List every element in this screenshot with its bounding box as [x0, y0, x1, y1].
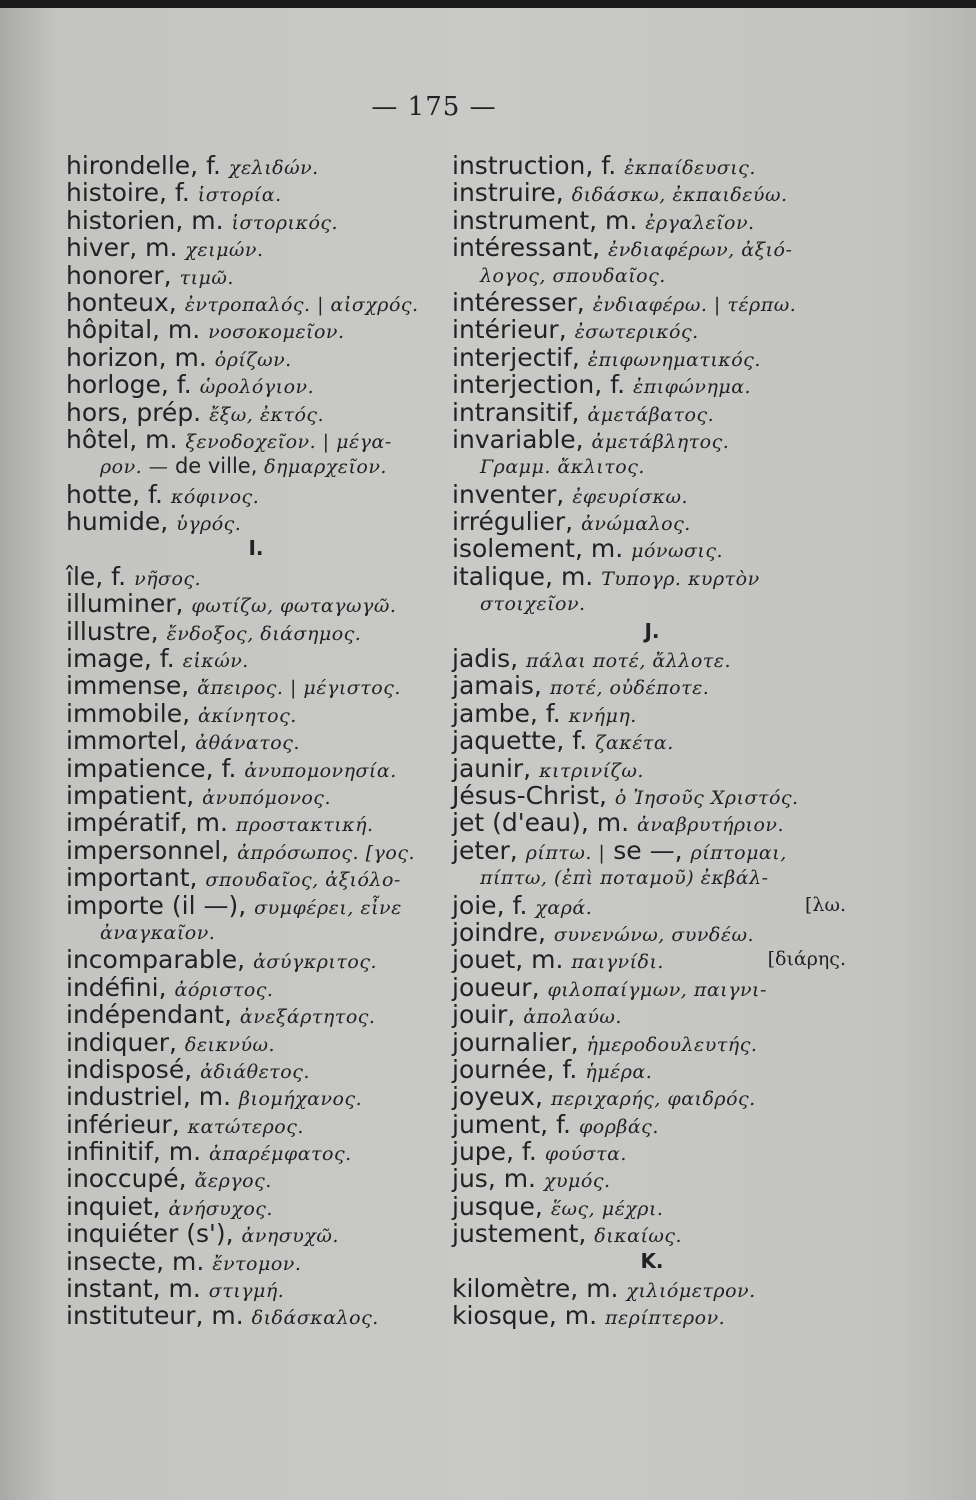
dictionary-entry	[66, 1248, 446, 1275]
dictionary-entry	[452, 1165, 852, 1192]
dictionary-entry	[66, 782, 446, 809]
greek-translation: ρίπτω. |	[525, 841, 606, 864]
french-word: indiquer,	[66, 1027, 177, 1057]
dictionary-entry	[66, 207, 446, 234]
french-word: I.	[248, 536, 264, 561]
dictionary-entry	[66, 727, 446, 754]
greek-translation: φιλοπαίγμων, παιγνι-	[547, 978, 767, 1001]
french-word: instituteur, m.	[66, 1301, 244, 1331]
dictionary-entry	[452, 1001, 852, 1028]
dictionary-entry	[66, 234, 446, 261]
greek-translation: ἀνώμαλος.	[581, 513, 691, 536]
greek-translation: ἱστορία.	[197, 184, 282, 207]
dictionary-entry	[452, 1029, 852, 1056]
dictionary-entry	[452, 426, 852, 453]
dictionary-entry	[66, 563, 446, 590]
dictionary-entry	[452, 782, 852, 809]
greek-translation: ἀκίνητος.	[198, 704, 297, 727]
greek-translation: ἔξω, ἐκτός.	[209, 403, 325, 426]
dictionary-entry	[66, 618, 446, 645]
page-number: — 175 —	[371, 92, 497, 122]
french-word: kilomètre, m.	[452, 1274, 619, 1304]
dictionary-entry	[66, 1138, 446, 1165]
greek-translation: διδάσκω, ἐκπαιδεύω.	[571, 184, 788, 207]
french-word: italique, m.	[452, 561, 594, 591]
greek-translation: φωτίζω, φωταγωγῶ.	[191, 595, 397, 618]
section-letter	[452, 618, 852, 645]
french-word: hirondelle, f.	[66, 151, 222, 180]
french-word: île, f.	[66, 561, 127, 591]
greek-translation: λογος, σπουδαῖος.	[480, 264, 666, 287]
french-word: infinitif, m.	[66, 1137, 202, 1167]
greek-translation: ὁρίζων.	[214, 348, 292, 371]
french-word: hiver, m.	[66, 233, 178, 263]
dictionary-entry	[66, 371, 446, 398]
greek-translation: ἐνδιαφέρω. | τέρπω.	[592, 293, 797, 316]
greek-translation: συμφέρει, εἶνε	[254, 896, 402, 919]
dictionary-entry	[66, 1302, 446, 1329]
french-word: humide,	[66, 507, 169, 537]
greek-translation: διδάσκαλος.	[251, 1307, 379, 1330]
greek-translation: ἔνδοξος, διάσημος.	[166, 622, 362, 645]
greek-translation: ἡμέρα.	[585, 1060, 653, 1083]
dictionary-entry	[66, 755, 446, 782]
greek-translation: ἐσωτερικός.	[574, 321, 699, 344]
greek-translation: πάλαι ποτέ, ἄλλοτε.	[526, 650, 732, 673]
greek-translation: χειμών.	[185, 239, 264, 262]
french-word: joyeux,	[452, 1082, 544, 1112]
french-word: image, f.	[66, 644, 175, 674]
french-word: J.	[644, 618, 660, 643]
greek-translation: ποτέ, οὐδέποτε.	[549, 677, 710, 700]
dictionary-entry	[452, 974, 852, 1001]
dictionary-entry	[452, 262, 852, 289]
greek-translation: εἰκών.	[182, 650, 249, 673]
dictionary-entry	[66, 152, 446, 179]
greek-translation: βιομήχανος.	[239, 1088, 363, 1111]
greek-translation: ἐκπαίδευσις.	[624, 157, 756, 179]
dictionary-entry	[66, 590, 446, 617]
greek-translation: ἕως, μέχρι.	[550, 1197, 664, 1220]
greek-translation: ρον. —	[100, 456, 169, 479]
dictionary-entry	[452, 289, 852, 316]
french-word: joueur,	[452, 972, 540, 1002]
greek-translation: ρίπτομαι,	[690, 841, 787, 864]
dictionary-entry	[452, 179, 852, 206]
dictionary-entry	[66, 344, 446, 371]
dictionary-entry	[452, 1220, 852, 1247]
dictionary-entry	[452, 590, 852, 617]
french-word: indisposé,	[66, 1054, 193, 1084]
dictionary-entry	[66, 700, 446, 727]
greek-translation: ἄπειρος. | μέγιστος.	[197, 677, 401, 700]
french-word: industriel, m.	[66, 1082, 232, 1112]
dictionary-entry	[452, 892, 852, 919]
french-word: immobile,	[66, 698, 191, 728]
dictionary-entry	[452, 316, 852, 343]
greek-translation: ἀνησυχῶ.	[241, 1225, 339, 1248]
dictionary-entry	[66, 179, 446, 206]
dictionary-entry	[452, 481, 852, 508]
dictionary-entry	[66, 809, 446, 836]
french-word: isolement, m.	[452, 534, 624, 564]
french-word: joie, f.	[452, 890, 528, 920]
dictionary-entry	[66, 262, 446, 289]
greek-translation: τιμῶ.	[179, 266, 234, 289]
greek-translation: ἀνυπόμονος.	[202, 786, 331, 809]
greek-translation: ἐπιφώνημα.	[633, 376, 752, 399]
greek-translation: ἀσύγκριτος.	[253, 951, 377, 974]
greek-translation: ἀνυπομονησία.	[244, 759, 397, 782]
french-word: impersonnel,	[66, 835, 230, 865]
greek-translation: περιχαρής, φαιδρός.	[550, 1088, 756, 1111]
greek-translation: ὑγρός.	[176, 513, 242, 536]
greek-translation: ἱστορικός.	[231, 211, 339, 234]
greek-translation: παιγνίδι.	[571, 951, 664, 974]
greek-translation: ἀναγκαῖον.	[100, 921, 216, 944]
greek-translation: ἀθάνατος.	[195, 732, 300, 755]
greek-translation: Τυπογρ. κυρτὸν	[601, 567, 760, 590]
french-word: hotte, f.	[66, 479, 163, 509]
french-word: interjection, f.	[452, 370, 626, 400]
dictionary-entry	[66, 1193, 446, 1220]
greek-translation: ἐργαλεῖον.	[645, 211, 755, 234]
french-word: insecte, m.	[66, 1246, 205, 1276]
dictionary-entry	[452, 508, 852, 535]
dictionary-entry	[452, 234, 852, 261]
french-word: horloge, f.	[66, 370, 192, 400]
greek-translation: χαρά.	[535, 896, 593, 919]
dictionary-entry	[66, 892, 446, 919]
french-word: jument, f.	[452, 1109, 571, 1139]
greek-translation: ἄεργος.	[194, 1170, 272, 1193]
dictionary-entry	[452, 809, 852, 836]
french-word: incomparable,	[66, 945, 246, 975]
french-word: intransitif,	[452, 397, 580, 427]
french-word: jaquette, f.	[452, 726, 588, 756]
greek-translation: περίπτερον.	[605, 1307, 726, 1330]
greek-translation: ἔντομον.	[212, 1252, 302, 1275]
french-word: important,	[66, 863, 198, 893]
french-word: intérieur,	[452, 315, 567, 345]
french-word: illuminer,	[66, 589, 184, 619]
french-word: indéfini,	[66, 972, 167, 1002]
dictionary-entry	[66, 399, 446, 426]
french-word: inquiéter (s'),	[66, 1219, 234, 1249]
french-word: jus, m.	[452, 1164, 537, 1194]
continuation-bracket: [διάρης.	[767, 948, 846, 971]
greek-translation: ὡρολόγιον.	[199, 376, 315, 399]
french-word: jusque,	[452, 1191, 543, 1221]
dictionary-entry	[452, 207, 852, 234]
greek-translation: ζακέτα.	[595, 732, 674, 755]
french-word: jadis,	[452, 644, 519, 674]
dictionary-entry	[452, 946, 852, 973]
dictionary-entry	[66, 1029, 446, 1056]
greek-translation: ἐντροπαλός. | αἰσχρός.	[184, 293, 419, 316]
french-word: hors, prép.	[66, 397, 202, 427]
french-word: honteux,	[66, 287, 177, 317]
greek-translation: προστακτική.	[235, 814, 374, 837]
greek-translation: νοσοκομεῖον.	[208, 321, 345, 344]
scan-edge	[0, 0, 976, 8]
dictionary-entry	[452, 1083, 852, 1110]
french-word: horizon, m.	[66, 342, 207, 372]
dictionary-entry	[452, 344, 852, 371]
dictionary-entry	[66, 1275, 446, 1302]
greek-translation: ἀδιάθετος.	[200, 1060, 310, 1083]
greek-translation: δημαρχεῖον.	[264, 456, 387, 479]
greek-translation: ἡμεροδουλευτής.	[586, 1033, 758, 1056]
greek-translation: ἀμετάβλητος.	[591, 430, 730, 453]
greek-translation: Γραμμ. ἄκλιτος.	[480, 456, 645, 479]
dictionary-entry	[66, 1001, 446, 1028]
greek-translation: ἀπαρέμφατος.	[209, 1143, 352, 1166]
greek-translation: μόνωσις.	[631, 540, 724, 563]
greek-translation: νῆσος.	[134, 567, 202, 590]
dictionary-entry	[452, 1111, 852, 1138]
french-word: de ville,	[174, 454, 258, 479]
french-word: joindre,	[452, 917, 546, 947]
dictionary-entry	[66, 453, 446, 480]
greek-translation: χυμός.	[543, 1170, 611, 1193]
greek-translation: ξενοδοχεῖον. | μέγα-	[185, 430, 392, 453]
french-word: kiosque, m.	[452, 1301, 598, 1331]
dictionary-entry	[452, 1275, 852, 1302]
dictionary-entry	[452, 563, 852, 590]
greek-translation: στιγμή.	[208, 1280, 285, 1303]
french-word: jouet, m.	[452, 945, 564, 975]
dictionary-entry	[66, 672, 446, 699]
dictionary-entry	[66, 919, 446, 946]
french-word: immortel,	[66, 726, 188, 756]
greek-translation: ἐνδιαφέρων, ἀξιό-	[608, 239, 793, 262]
french-word: indépendant,	[66, 1000, 232, 1030]
french-word: illustre,	[66, 616, 159, 646]
dictionary-entry	[66, 1111, 446, 1138]
dictionary-entry	[452, 371, 852, 398]
dictionary-entry	[452, 645, 852, 672]
french-word: se —,	[613, 835, 683, 865]
french-word: inoccupé,	[66, 1164, 187, 1194]
dictionary-entry	[452, 672, 852, 699]
french-word: instant, m.	[66, 1274, 201, 1304]
dictionary-entry	[452, 864, 852, 891]
dictionary-entry	[66, 974, 446, 1001]
french-word: impatience, f.	[66, 753, 237, 783]
greek-translation: κιτρινίζω.	[539, 759, 644, 782]
french-word: impératif, m.	[66, 808, 228, 838]
dictionary-entry	[66, 837, 446, 864]
dictionary-entry	[452, 1056, 852, 1083]
greek-translation: χελιδών.	[228, 157, 319, 179]
greek-translation: σπουδαῖος, ἀξιόλο-	[205, 869, 401, 892]
french-word: jupe, f.	[452, 1137, 537, 1167]
dictionary-entry	[66, 508, 446, 535]
dictionary-entry	[66, 481, 446, 508]
french-word: hôtel, m.	[66, 424, 178, 454]
french-word: jouir,	[452, 1000, 516, 1030]
french-word: Jésus-Christ,	[452, 780, 607, 810]
french-word: immense,	[66, 671, 190, 701]
greek-translation: χιλιόμετρον.	[626, 1280, 756, 1303]
dictionary-entry	[452, 837, 852, 864]
french-word: K.	[640, 1248, 664, 1273]
french-word: importe (il —),	[66, 890, 247, 920]
french-word: instruire,	[452, 178, 564, 208]
dictionary-entry	[66, 1056, 446, 1083]
french-word: historien, m.	[66, 205, 224, 235]
greek-translation: κόφινος.	[170, 485, 260, 508]
greek-translation: δικαίως.	[594, 1225, 683, 1248]
greek-translation: στοιχεῖον.	[480, 593, 586, 616]
greek-translation: ἀνεξάρτητος.	[239, 1006, 376, 1029]
dictionary-entry	[452, 727, 852, 754]
greek-translation: ἀνήσυχος.	[168, 1197, 273, 1220]
dictionary-entry	[452, 1302, 852, 1329]
dictionary-entry	[452, 1193, 852, 1220]
french-word: inventer,	[452, 479, 565, 509]
greek-translation: κνήμη.	[568, 704, 637, 727]
greek-translation: ὁ Ἰησοῦς Χριστός.	[614, 786, 799, 809]
dictionary-entry	[66, 864, 446, 891]
french-word: jet (d'eau), m.	[452, 808, 630, 838]
dictionary-entry	[452, 755, 852, 782]
dictionary-entry	[66, 289, 446, 316]
french-word: inquiet,	[66, 1191, 161, 1221]
french-word: instruction, f.	[452, 151, 617, 180]
french-word: intéresser,	[452, 287, 585, 317]
dictionary-entry	[66, 645, 446, 672]
french-word: jamais,	[452, 671, 542, 701]
greek-translation: ἐπιφωνηματικός.	[587, 348, 761, 371]
greek-translation: ἀναβρυτήριον.	[637, 814, 784, 837]
french-word: interjectif,	[452, 342, 580, 372]
dictionary-entry	[452, 453, 852, 480]
french-word: jambe, f.	[452, 698, 561, 728]
greek-translation: φούστα.	[544, 1143, 627, 1166]
french-word: irrégulier,	[452, 507, 574, 537]
greek-translation: φορβάς.	[578, 1115, 659, 1138]
greek-translation: κατώτερος.	[187, 1115, 304, 1138]
french-word: journée, f.	[452, 1054, 578, 1084]
french-word: histoire, f.	[66, 178, 190, 208]
left-column	[66, 152, 446, 1330]
right-column	[452, 152, 852, 1330]
dictionary-entry	[452, 399, 852, 426]
greek-translation: πίπτω, (ἐπὶ ποταμοῦ) ἐκβάλ-	[480, 867, 769, 890]
dictionary-entry	[66, 1165, 446, 1192]
section-letter	[452, 1248, 852, 1275]
greek-translation: δεικνύω.	[184, 1033, 276, 1056]
french-word: jeter,	[452, 835, 518, 865]
greek-translation: ἀμετάβατος.	[587, 403, 715, 426]
dictionary-entry	[66, 1083, 446, 1110]
french-word: instrument, m.	[452, 205, 638, 235]
french-word: journalier,	[452, 1027, 579, 1057]
dictionary-entry	[66, 1220, 446, 1247]
dictionary-entry	[452, 535, 852, 562]
section-letter	[66, 535, 446, 562]
greek-translation: συνενώνω, συνδέω.	[553, 923, 755, 946]
dictionary-entry	[452, 1138, 852, 1165]
french-word: intéressant,	[452, 233, 601, 263]
french-word: honorer,	[66, 260, 172, 290]
french-word: inférieur,	[66, 1109, 180, 1139]
french-word: impatient,	[66, 780, 195, 810]
dictionary-entry	[452, 919, 852, 946]
greek-translation: ἀόριστος.	[174, 978, 274, 1001]
french-word: justement,	[452, 1219, 587, 1249]
dictionary-entry	[66, 316, 446, 343]
dictionary-entry	[452, 152, 852, 179]
greek-translation: ἐφευρίσκω.	[572, 485, 689, 508]
continuation-bracket: [λω.	[805, 893, 846, 916]
greek-translation: ἀπολαύω.	[523, 1006, 622, 1029]
french-word: jaunir,	[452, 753, 532, 783]
french-word: invariable,	[452, 424, 584, 454]
greek-translation: ἀπρόσωπος. [γος.	[237, 841, 416, 864]
dictionary-entry	[66, 426, 446, 453]
french-word: hôpital, m.	[66, 315, 201, 345]
dictionary-entry	[66, 946, 446, 973]
dictionary-entry	[452, 700, 852, 727]
